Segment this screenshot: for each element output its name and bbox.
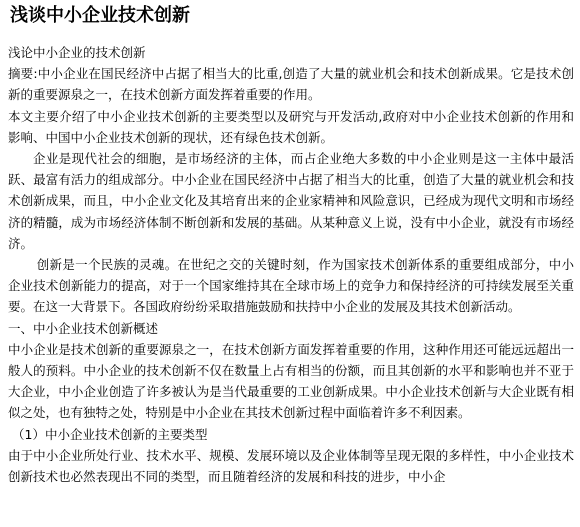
body-paragraph: 创新是一个民族的灵魂。在世纪之交的关键时刻，作为国家技术创新体系的重要组成部分，中小企业技术创新能力的提高，对于一个国家维持其在全球市场上的竞争力和保持经济的可持续发展至关重要。在这一大背景下。各国政府纷纷采取措施鼓励和扶持中小企业的发展及其技术创新活动。	[8, 257, 574, 315]
body-paragraph: 企业是现代社会的细胞，是市场经济的主体，而占企业绝大多数的中小企业则是这一主体中最活跃、最富有活力的组成部分。中小企业在国民经济中占据了相当大的比重，创造了大量的就业机会和技术创新成果，而且，中小企业文化及其培育出来的企业家精神和风险意识，已经成为现代文明和市场经济的精髓，成为市场经济体制不断创新和发展的基础。从某种意义上说，没有中小企业，就没有市场经济。	[8, 151, 574, 251]
body-paragraph: 中小企业是技术创新的重要源泉之一，在技术创新方面发挥着重要的作用，这种作用还可能远远超出一般人的预料。中小企业的技术创新不仅在数量上占有相当的份额，而且其创新的水平和影响也并不亚于大企业，中小企业创造了许多被认为是当代最重要的工业创新成果。中小企业技术创新与大企业既有相似之处，也有独特之处，特别是中小企业在其技术创新过程中面临着许多不利因素。	[8, 341, 574, 421]
section-heading: 一、中小企业技术创新概述	[8, 320, 159, 336]
body-paragraph: 由于中小企业所处行业、技术水平、规模、发展环境以及企业体制等呈现无限的多样性，中小企业技术创新技术也必然表现出不同的类型，而且随着经济的发展和科技的进步，中小企	[8, 447, 574, 485]
document-title: 浅谈中小企业技术创新	[10, 5, 190, 26]
subsection-heading: （1）中小企业技术创新的主要类型	[12, 426, 208, 442]
document-body	[8, 42, 574, 487]
summary-paragraph: 本文主要介绍了中小企业技术创新的主要类型以及研究与开发活动,政府对中小企业技术创新的作用和影响、中国中小企业技术创新的现状，还有绿色技术创新。	[8, 108, 574, 145]
abstract-paragraph: 摘要:中小企业在国民经济中占据了相当大的比重,创造了大量的就业机会和技术创新成果。它是技术创新的重要源泉之一，在技术创新方面发挥着重要的作用。	[8, 66, 574, 103]
subtitle-paragraph: 浅论中小企业的技术创新	[8, 45, 146, 60]
